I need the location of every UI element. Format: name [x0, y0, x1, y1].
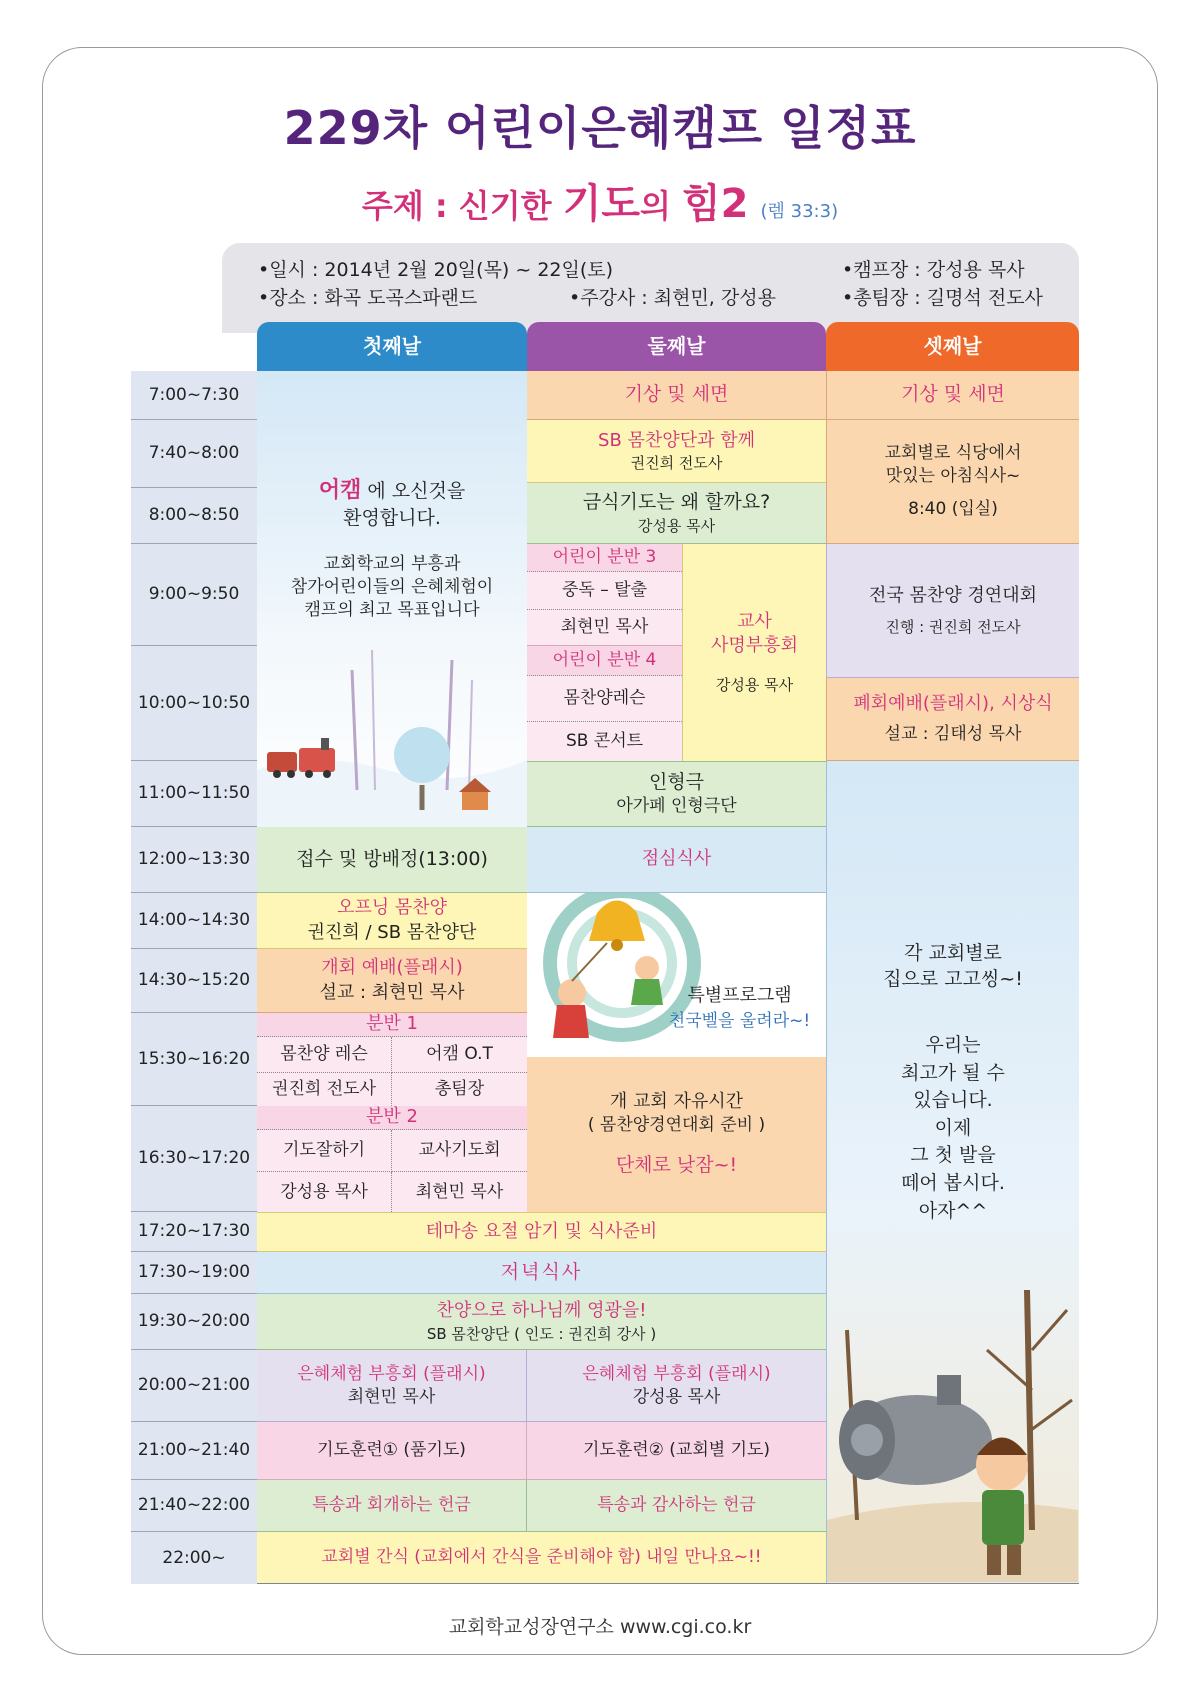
header-day3: 셋째날 — [826, 322, 1079, 371]
time-slot: 21:40~22:00 — [131, 1480, 257, 1532]
header-day2: 둘째날 — [527, 322, 826, 371]
puppet-sub: 아가페 인형극단 — [616, 796, 737, 817]
bell-children-illustration — [527, 893, 826, 1057]
day2-free-time — [527, 1057, 826, 1212]
day2-puppet — [527, 761, 826, 827]
day2-fasting — [527, 483, 826, 544]
shared-snack — [257, 1532, 826, 1583]
shared-dinner — [257, 1252, 826, 1294]
theme-prefix: 주제 : 신기한 — [361, 187, 563, 225]
info-camp-leader: •캠프장 : 강성용 목사 — [842, 259, 1025, 281]
closing-title: 폐회예배(플래시), 시상식 — [853, 693, 1053, 715]
day2-prayer-text: 기도훈련② (교회별 기도) — [582, 1440, 771, 1461]
time-slot: 17:30~19:00 — [131, 1252, 257, 1294]
opening-sub: 권진희 / SB 몸찬양단 — [307, 921, 477, 943]
day2-kid3-header — [527, 544, 682, 572]
time-slot: 11:00~11:50 — [131, 761, 257, 827]
day2-wake-text: 기상 및 세면 — [624, 383, 729, 406]
time-slot: 19:30~20:00 — [131, 1294, 257, 1350]
day1-revival-sub: 최현민 목사 — [347, 1386, 436, 1407]
lunch-text: 점심식사 — [641, 848, 712, 870]
boy-locomotive-illustration — [827, 1290, 1078, 1582]
goal-line-1: 교회학교의 부흥과 — [323, 554, 461, 575]
day3-wake — [826, 371, 1079, 420]
special-title: 특별프로그램 — [687, 985, 792, 1006]
day2-sb-praise — [527, 420, 826, 483]
day2-sb-sub: 권진희 전도사 — [630, 454, 723, 473]
day1-g1-cell: 총팀장 — [392, 1073, 527, 1106]
day3-wake-text: 기상 및 세면 — [901, 383, 1005, 406]
goal-line-2: 참가어린이들의 은혜체험이 — [290, 577, 494, 598]
home-line-2: 집으로 고고씽~! — [883, 967, 1023, 990]
footer: 교회학교성장연구소 www.cgi.co.kr — [448, 1616, 752, 1638]
day1-offering-text: 특송과 회개하는 헌금 — [312, 1495, 471, 1516]
theme-line — [0, 172, 1200, 229]
info-box — [222, 243, 1079, 333]
breakfast-line-1: 교회별로 식당에서 — [884, 443, 1022, 464]
time-slot: 14:00~14:30 — [131, 893, 257, 949]
day1-g1-cell: 권진희 전도사 — [257, 1073, 392, 1106]
info-general-leader: •총팀장 : 길명석 전도사 — [842, 287, 1043, 309]
opening-worship-sub: 설교 : 최현민 목사 — [319, 981, 465, 1003]
opening-worship-title: 개회 예배(플래시) — [321, 957, 463, 979]
teacher-title-1: 교사 — [737, 611, 772, 633]
day1-opening-worship — [257, 949, 527, 1013]
praise-sub: SB 몸찬양단 ( 인도 : 권진희 강사 ) — [426, 1324, 657, 1343]
time-slot: 10:00~10:50 — [131, 646, 257, 761]
snack-text: 교회별 간식 (교회에서 간식을 준비해야 함) 내일 만나요~!! — [321, 1547, 762, 1568]
closing-sub: 설교 : 김태성 목사 — [884, 723, 1022, 744]
day2-fast-title: 금식기도는 왜 할까요? — [582, 491, 771, 514]
time-slot: 15:30~16:20 — [131, 1013, 257, 1106]
group1-label: 분반 1 — [366, 1013, 418, 1035]
time-slot: 7:00~7:30 — [131, 371, 257, 420]
contest-title: 전국 몸찬양 경연대회 — [869, 585, 1037, 607]
day1-opening-praise — [257, 893, 527, 949]
day1-g1-cell: 몸찬양 레슨 — [257, 1037, 392, 1073]
day1-prayer-text: 기도훈련① (품기도) — [317, 1440, 466, 1461]
day1-g2-cell: 최현민 목사 — [392, 1172, 527, 1212]
reception-text: 접수 및 방배정(13:00) — [296, 847, 488, 870]
nap-text: 단체로 낮잠~! — [615, 1154, 738, 1177]
theme-mid: 의 — [639, 187, 683, 225]
msg-line: 이제 — [934, 1116, 972, 1139]
time-slot: 14:30~15:20 — [131, 949, 257, 1013]
teacher-sub: 강성용 목사 — [715, 675, 794, 694]
info-speakers: •주강사 : 최현민, 강성용 — [569, 287, 776, 309]
special-sub: 천국벨을 울려라~! — [668, 1011, 811, 1031]
day1-g1-cell: 어캠 O.T — [392, 1037, 527, 1073]
day3-breakfast — [826, 420, 1079, 544]
time-slot: 7:40~8:00 — [131, 420, 257, 488]
day1-group2-header — [257, 1106, 527, 1130]
day2-revival — [527, 1350, 826, 1422]
msg-line: 떼어 봅시다. — [901, 1172, 1005, 1195]
group2-label: 분반 2 — [366, 1106, 418, 1128]
day1-revival — [257, 1350, 527, 1422]
info-place: •장소 : 화곡 도곡스파랜드 — [258, 287, 478, 309]
day2-revival-title: 은혜체험 부흥회 (플래시) — [582, 1363, 771, 1384]
teacher-title-2: 사명부흥회 — [711, 635, 798, 657]
day1-g2-cell: 교사기도회 — [392, 1130, 527, 1172]
kid4-label: 어린이 분반 4 — [552, 650, 657, 671]
msg-line: 최고가 될 수 — [901, 1061, 1005, 1084]
winter-train-illustration — [257, 640, 527, 827]
breakfast-line-3: 8:40 (입실) — [908, 498, 998, 519]
day1-reception — [257, 827, 527, 893]
header-day1: 첫째날 — [257, 322, 527, 371]
page-title: 229차 어린이은혜캠프 일정표 — [283, 101, 917, 155]
welcome-emphasis: 어캠 — [318, 478, 362, 503]
goal-line-3: 캠프의 최고 목표입니다 — [304, 600, 480, 621]
dinner-text: 저녁식사 — [500, 1260, 583, 1283]
day2-prayer-training — [527, 1422, 826, 1480]
time-slot: 12:00~13:30 — [131, 827, 257, 893]
day1-g2-cell: 강성용 목사 — [257, 1172, 392, 1212]
theme-emphasis-power: 힘2 — [682, 181, 749, 227]
msg-line: 우리는 — [925, 1034, 981, 1057]
shared-praise — [257, 1294, 826, 1350]
welcome-text: 에 오신것을 — [361, 480, 466, 502]
theme-emphasis-prayer: 기도 — [562, 181, 640, 227]
time-slot: 22:00~ — [131, 1532, 257, 1584]
day2-offering-text: 특송과 감사하는 헌금 — [597, 1495, 756, 1516]
info-date: •일시 : 2014년 2월 20일(목) ~ 22일(토) — [258, 259, 614, 281]
day1-offering — [257, 1480, 527, 1532]
day2-kid-cell: 최현민 목사 — [527, 610, 682, 646]
free-sub: ( 몸찬양경연대회 준비 ) — [587, 1115, 766, 1136]
time-slot: 9:00~9:50 — [131, 544, 257, 646]
day1-prayer-training — [257, 1422, 527, 1480]
day3-contest — [826, 544, 1079, 678]
time-slot: 21:00~21:40 — [131, 1422, 257, 1480]
day2-wake — [527, 371, 826, 420]
msg-line: 있습니다. — [913, 1089, 993, 1112]
day2-kid-cell: SB 콘서트 — [527, 722, 682, 761]
contest-sub: 진행 : 권진희 전도사 — [885, 617, 1021, 636]
time-slot: 16:30~17:20 — [131, 1106, 257, 1212]
puppet-title: 인형극 — [648, 770, 705, 793]
welcome-text-line2: 환영합니다. — [343, 506, 441, 529]
day2-kid-cell: 몸찬양레슨 — [527, 676, 682, 722]
shared-theme-song — [257, 1212, 826, 1252]
day2-offering — [527, 1480, 826, 1532]
free-title: 개 교회 자유시간 — [609, 1091, 744, 1113]
day2-fast-sub: 강성용 목사 — [637, 516, 716, 535]
home-line-1: 각 교회별로 — [904, 942, 1002, 964]
time-slot: 17:20~17:30 — [131, 1212, 257, 1252]
msg-line: 그 첫 발을 — [910, 1144, 996, 1167]
day1-g2-cell: 기도잘하기 — [257, 1130, 392, 1172]
day2-special-program — [527, 893, 826, 1057]
msg-line: 아자^^ — [918, 1199, 988, 1222]
opening-title: 오프닝 몸찬양 — [336, 897, 448, 919]
day3-closing — [826, 678, 1079, 761]
day1-revival-title: 은혜체험 부흥회 (플래시) — [297, 1363, 486, 1384]
time-slot: 20:00~21:00 — [131, 1350, 257, 1422]
day1-group1-header — [257, 1013, 527, 1037]
day2-teacher-revival — [682, 544, 826, 761]
kid3-label: 어린이 분반 3 — [552, 547, 657, 568]
day2-lunch — [527, 827, 826, 893]
theme-song-text: 테마송 요절 암기 및 식사준비 — [425, 1220, 658, 1242]
day2-sb-title: SB 몸찬양단과 함께 — [598, 429, 755, 451]
time-slot: 8:00~8:50 — [131, 488, 257, 544]
day2-kid4-header — [527, 646, 682, 676]
breakfast-line-2: 맛있는 아침식사~ — [885, 466, 1021, 487]
day2-kid-cell: 중독 – 탈출 — [527, 572, 682, 610]
day2-revival-sub: 강성용 목사 — [632, 1386, 721, 1407]
theme-reference: (렘 33:3) — [760, 201, 839, 222]
praise-title: 찬양으로 하나님께 영광을! — [436, 1300, 647, 1322]
